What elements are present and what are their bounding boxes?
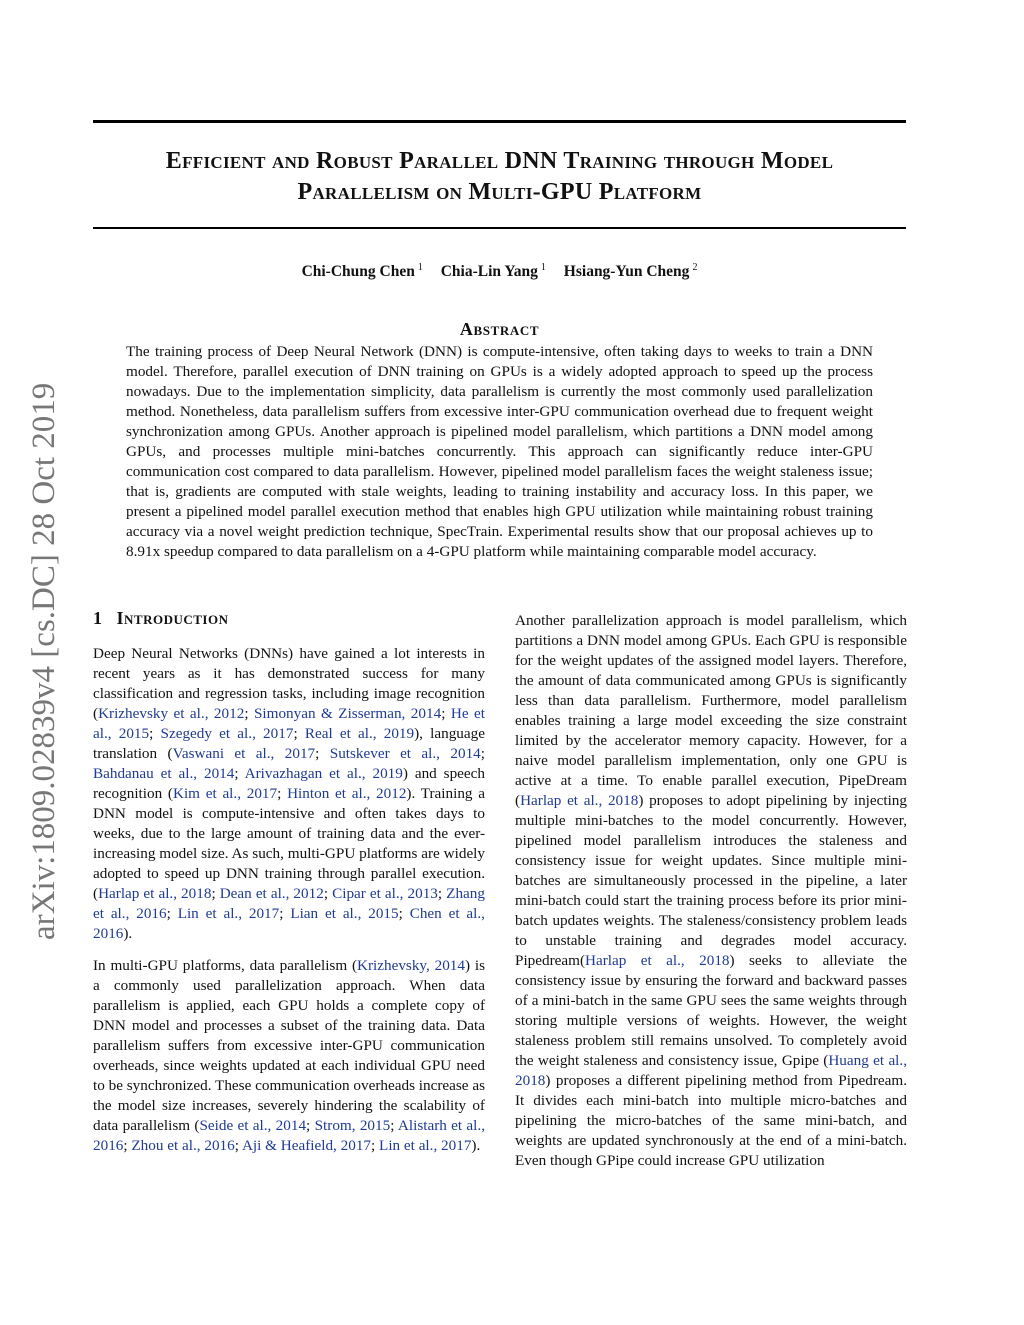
citation-link[interactable]: Seide et al., 2014 <box>199 1117 307 1134</box>
citation-link[interactable]: Cipar et al., 2013 <box>332 885 438 902</box>
intro-paragraph-2 <box>93 956 485 1156</box>
body-text: ; <box>234 1137 242 1154</box>
body-text: ). Training a DNN model is compute-intensive and often takes days to weeks, due to the large amount of training data and the ever-increasing model size. As such, multi-GPU platforms are widely adopted to speed up DNN training through parallel execution. ( <box>93 785 485 902</box>
intro-paragraph-3 <box>515 611 907 1171</box>
abstract-heading: Abstract <box>459 319 540 339</box>
body-text: ; <box>293 725 305 742</box>
citation-link[interactable]: Harlap et al., 2018 <box>98 885 212 902</box>
citation-link[interactable]: Krizhevsky et al., 2012 <box>98 705 245 722</box>
body-text: ; <box>211 885 220 902</box>
title-line-2: Parallelism on Multi-GPU Platform <box>297 179 702 205</box>
body-text: ). <box>123 925 133 942</box>
citation-link[interactable]: Real et al., 2019 <box>304 725 415 742</box>
arxiv-identifier: arXiv:1809.02839v4 [cs.DC] 28 Oct 2019 <box>26 382 62 940</box>
citation-link[interactable]: Sutskever et al., 2014 <box>329 745 481 762</box>
body-text: ; <box>279 905 291 922</box>
body-text: ; <box>398 905 410 922</box>
body-text: ; <box>390 1117 398 1134</box>
author-affiliation: 1 <box>540 262 546 273</box>
body-text: ; <box>234 765 245 782</box>
body-text: ; <box>149 725 161 742</box>
citation-link[interactable]: Harlap et al., 2018 <box>520 792 639 809</box>
body-text: ) seeks to alleviate the consistency issue by ensuring the forward and backward passes of a mini-batch in the same GPU sees the same weights through storing multiple versions of weights. However, the weight staleness problem still remains unsolved. To completely avoid the weight staleness and consistency issue, Gpipe ( <box>515 952 907 1069</box>
body-text: ) is a commonly used parallelization approach. When data parallelism is applied, each GPU holds a complete copy of DNN model and processes a subset of the training data. Data parallelism suffers from excessive inter-GPU communication overheads, since weights updated at each individual GPU need to be synchronized. These communication overheads increase as the model size increases, severely hindering the scalability of data parallelism ( <box>93 957 485 1134</box>
citation-link[interactable]: Huang et al., 2018 <box>515 1052 907 1089</box>
abstract-text: The training process of Deep Neural Network (DNN) is compute-intensive, often taking days to weeks to train a DNN model. Therefore, parallel execution of DNN training on GPUs is a widely adopted approach to speed up the process nowadays. Due to the implementation simplicity, data parallelism is currently the most commonly used parallelization method. Nonetheless, data parallelism suffers from excessive inter-GPU communication overhead due to frequent weight synchronization among GPUs. Another approach is pipelined model parallelism, which partitions a DNN model among GPUs, and processes multiple mini-batches concurrently. This approach can significantly reduce inter-GPU communication cost compared to data parallelism. However, pipelined model parallelism faces the weight staleness issue; that is, gradients are computed with stale weights, leading to training instability and accuracy loss. In this paper, we present a pipelined model parallel execution method that enables high GPU utilization while maintaining robust training accuracy via a novel weight prediction technique, SpecTrain. Experimental results show that our proposal achieves up to 8.91x speedup compared to data parallelism on a 4-GPU platform while maintaining comparable model accuracy. <box>126 343 873 560</box>
author-affiliation: 1 <box>417 262 423 273</box>
body-text: ; <box>277 785 288 802</box>
body-text: Deep Neural Networks (DNNs) have gained a lot interests in recent years as it has demonstrated success for many classification and regression tasks, including image recognition ( <box>93 645 485 722</box>
body-text: ) proposes to adopt pipelining by injecting multiple mini-batches to the model concurrently. However, pipelined model parallelism introduces the staleness and consistency issue for weight updates. Since multiple mini-batches are simultaneously processed in the pipeline, a later mini-batch could start the training process before its prior mini-batch updates weights. The staleness/consistency problem leads to unstable training and degrades model accuracy. Pipedream( <box>515 792 907 969</box>
citation-link[interactable]: Aji & Heafield, 2017 <box>241 1137 372 1154</box>
author-2 <box>441 263 546 280</box>
citation-link[interactable]: Zhang et al., 2016 <box>93 885 485 922</box>
body-text: ; <box>166 905 178 922</box>
body-text: ; <box>315 745 330 762</box>
citation-link[interactable]: Vaswani et al., 2017 <box>172 745 316 762</box>
section-heading <box>93 608 228 629</box>
citation-link[interactable]: Chen et al., 2016 <box>93 905 485 942</box>
body-text: ). <box>471 1137 481 1154</box>
author-name: Chia-Lin Yang <box>440 263 538 281</box>
citation-link[interactable]: Kim et al., 2017 <box>172 785 278 802</box>
citation-link[interactable]: Strom, 2015 <box>314 1117 391 1134</box>
citation-link[interactable]: Simonyan & Zisserman, 2014 <box>253 705 442 722</box>
author-1 <box>302 263 423 280</box>
body-text: ; <box>323 885 333 902</box>
author-affiliation: 2 <box>692 262 698 273</box>
intro-paragraph-1 <box>93 644 485 944</box>
right-column <box>515 611 907 1183</box>
citation-link[interactable]: Harlap et al., 2018 <box>585 952 730 969</box>
citation-link[interactable]: Dean et al., 2012 <box>219 885 324 902</box>
citation-link[interactable]: Arivazhagan et al., 2019 <box>244 765 403 782</box>
body-text: ) and speech recognition ( <box>93 765 485 802</box>
citation-link[interactable]: Lin et al., 2017 <box>379 1137 472 1154</box>
body-text: ) proposes a different pipelining method from Pipedream. It divides each mini-batch into multiple micro-batches and pipelining the micro-batches of the same mini-batch, and weights are updated synchronously at the end of a mini-batch. Even though GPipe could increase GPU utilization <box>515 1072 907 1169</box>
body-text: In multi-GPU platforms, data parallelism ( <box>93 957 357 974</box>
body-text: ; <box>441 705 451 722</box>
paper-title <box>93 146 906 208</box>
section-number: 1 <box>93 608 103 628</box>
citation-link[interactable]: Krizhevsky, 2014 <box>357 957 465 974</box>
citation-link[interactable]: Zhou et al., 2016 <box>131 1137 235 1154</box>
citation-link[interactable]: Szegedy et al., 2017 <box>160 725 294 742</box>
left-column <box>93 644 485 1168</box>
section-title: Introduction <box>116 608 229 628</box>
citation-link[interactable]: Lin et al., 2017 <box>177 905 280 922</box>
body-text: ; <box>437 885 447 902</box>
author-3 <box>564 263 698 280</box>
author-list <box>93 262 906 281</box>
body-text: ; <box>244 705 254 722</box>
title-top-rule <box>93 120 906 123</box>
citation-link[interactable]: Bahdanau et al., 2014 <box>93 765 235 782</box>
title-line-1: Efficient and Robust Parallel DNN Training through Model <box>165 148 834 174</box>
citation-link[interactable]: Alistarh et al., 2016 <box>93 1117 485 1154</box>
author-name: Chi-Chung Chen <box>301 263 415 281</box>
body-text: ), language translation ( <box>93 725 485 762</box>
author-name: Hsiang-Yun Cheng <box>563 263 690 281</box>
body-text: ; <box>371 1137 380 1154</box>
body-text: ; <box>123 1137 132 1154</box>
citation-link[interactable]: He et al., 2015 <box>93 705 485 742</box>
body-text: ; <box>480 745 485 762</box>
body-text: ; <box>306 1117 315 1134</box>
body-text: Another parallelization approach is model parallelism, which partitions a DNN model among GPUs. Each GPU is responsible for the weight updates of the assigned model layers. Therefore, the amount of data communicated among GPUs is significantly less than data parallelism. Furthermore, model parallelism enables training a large model exceeding the size constraint limited by the accelerator memory capacity. However, for a naive model parallelism implementation, only one GPU is active at a time. To enable parallel execution, PipeDream ( <box>515 612 907 809</box>
title-bottom-rule <box>93 227 906 229</box>
citation-link[interactable]: Lian et al., 2015 <box>290 905 399 922</box>
citation-link[interactable]: Hinton et al., 2012 <box>287 785 407 802</box>
